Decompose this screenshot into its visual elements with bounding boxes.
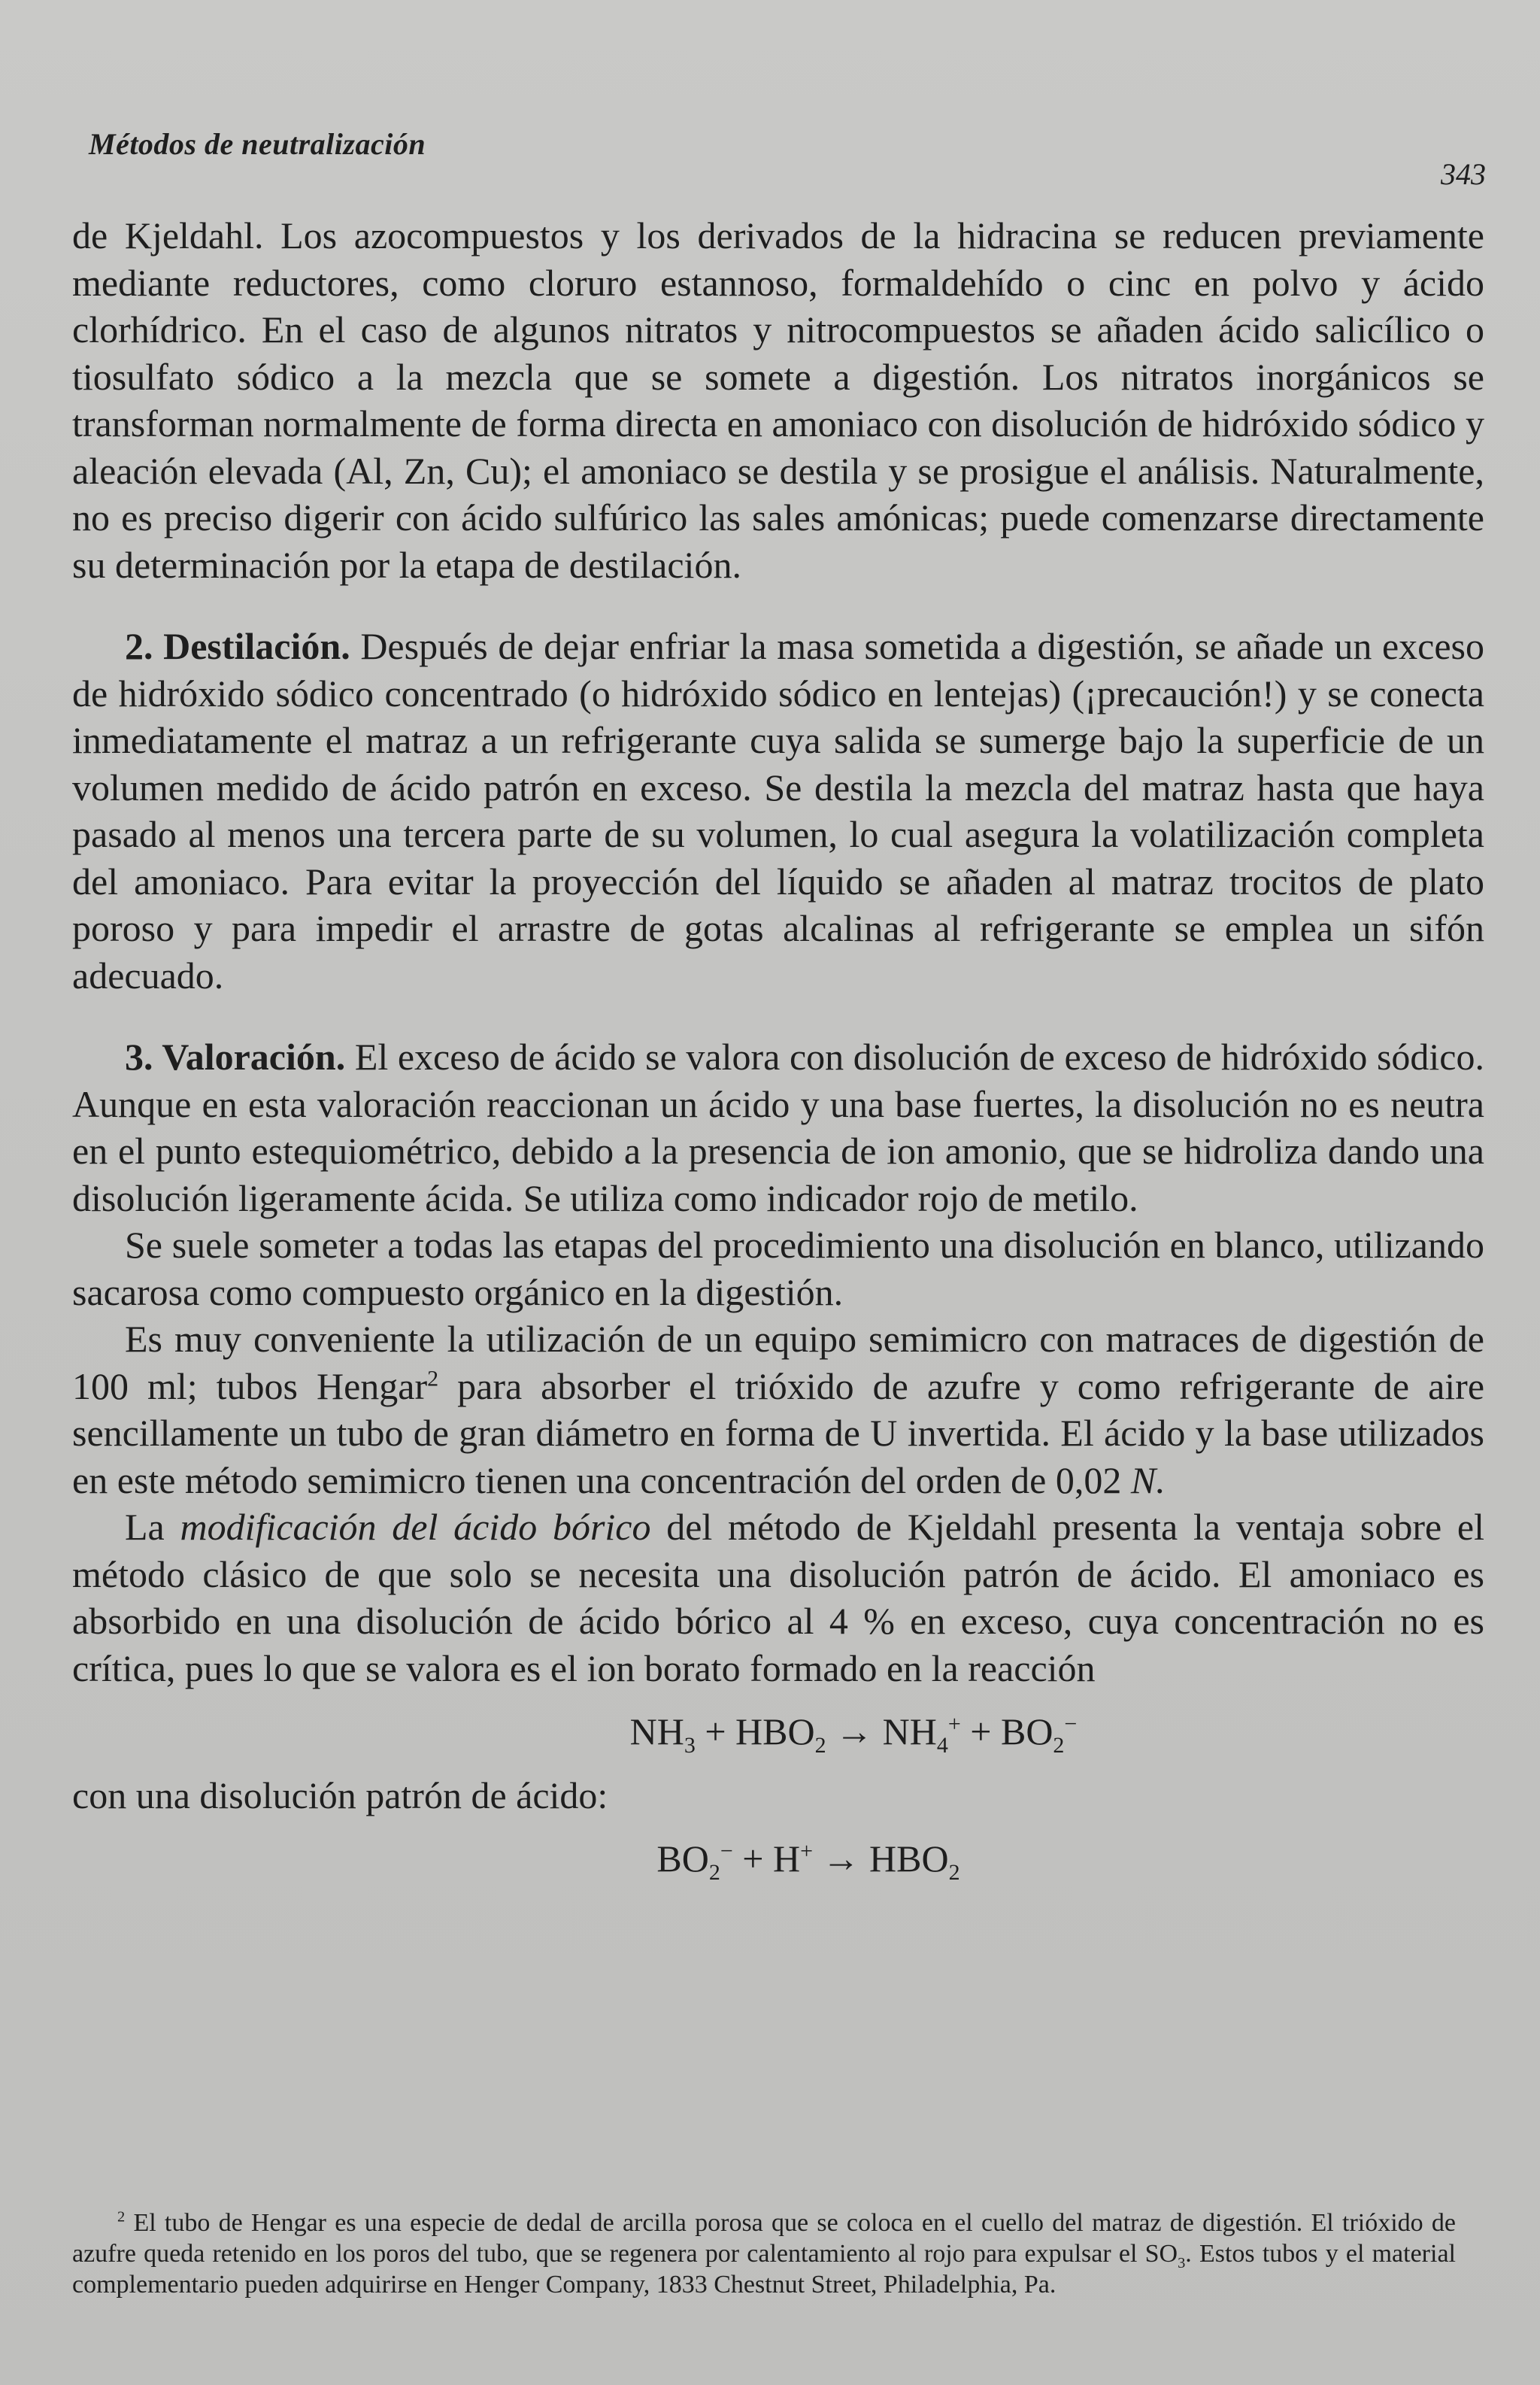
eq-subscript: 2	[1053, 1733, 1065, 1758]
eq-term: BO	[656, 1837, 709, 1880]
eq-term: → HBO	[813, 1837, 949, 1880]
eq-charge: +	[947, 1711, 961, 1737]
body-text	[72, 212, 1484, 1899]
footnote-text	[72, 2207, 1456, 2300]
equation-borate-titration	[72, 1835, 1484, 1883]
eq-charge: −	[720, 1838, 733, 1864]
footnote	[72, 2207, 1456, 2300]
section-heading-destilacion: 2. Destilación.	[125, 625, 350, 667]
normality-unit: N.	[1130, 1458, 1166, 1501]
paragraph-patron: con una disolución patrón de ácido:	[72, 1774, 608, 1816]
text-run: La	[125, 1506, 180, 1548]
paragraph-acido-borico	[72, 1504, 1484, 1692]
eq-term: + H	[732, 1837, 801, 1880]
running-title: Métodos de neutralización	[89, 127, 426, 161]
eq-charge: +	[800, 1838, 814, 1864]
paragraph-valoracion	[72, 1033, 1484, 1221]
eq-subscript: 2	[948, 1860, 960, 1885]
eq-subscript: 2	[708, 1860, 720, 1885]
paragraph-blanco: Se suele someter a todas las etapas del procedimiento una disolución en blanco, utilizando sacarosa como compuesto orgánico en la digestión.	[72, 1224, 1484, 1313]
eq-subscript: 2	[814, 1733, 826, 1758]
text-run: . Estos tubos y el material complementario pueden adquirirse en Henger Company, 1833 Chestnut Street, Philadelphia, Pa.	[72, 2240, 1456, 2299]
chem-subscript: 3	[1178, 2254, 1186, 2271]
eq-subscript: 3	[684, 1733, 696, 1758]
paragraph-destilacion	[72, 623, 1484, 999]
footnote-marker: 2	[117, 2208, 126, 2226]
paragraph-text: El exceso de ácido se valora con disolución de exceso de hidróxido sódico. Aunque en esta valoración reaccionan un ácido y una base fuertes, la disolución no es neutra en el punto estequiométrico, debido a la presencia de ion amonio, que se hidroliza dando una disolución ligeramente ácida. Se utiliza como indicador rojo de metilo.	[72, 1036, 1484, 1219]
eq-term: → NH	[826, 1710, 937, 1752]
paragraph-text: Después de dejar enfriar la masa sometida a digestión, se añade un exceso de hidróxido sódico concentrado (o hidróxido sódico en lentejas) (¡precaución!) y se conecta inmediatamente el matraz a un refrigerante cuya salida se sumerge bajo la superficie de un volumen medido de ácido patrón en exceso. Se destila la mezcla del matraz hasta que haya pasado al menos una tercera parte de su volumen, lo cual asegura la volatilización completa del amoniaco. Para evitar la proyección del líquido se añaden al matraz trocitos de plato poroso y para impedir el arrastre de gotas alcalinas al refrigerante se emplea un sifón adecuado.	[72, 625, 1484, 997]
paragraph-kjeldahl-continuation: de Kjeldahl. Los azocompuestos y los derivados de la hidracina se reducen previamente mediante reductores, como cloruro estannoso, formaldehído o cinc en polvo y ácido clorhídrico. En el caso de algunos nitratos y nitrocompuestos se añaden ácido salicílico o tiosulfato sódico a la mezcla que se somete a digestión. Los nitratos inorgánicos se transforman normalmente de forma directa en amoniaco con disolución de hidróxido sódico y aleación elevada (Al, Zn, Cu); el amoniaco se destila y se prosigue el análisis. Naturalmente, no es preciso digerir con ácido sulfúrico las sales amónicas; puede comenzarse directamente su determinación por la etapa de destilación.	[72, 214, 1484, 586]
equation-ammonia-boric	[72, 1708, 1484, 1758]
eq-charge: −	[1064, 1711, 1078, 1737]
text-run: del método de Kjeldahl presenta la ventaja sobre el método clásico de que solo se necesita una disolución patrón de ácido. El amoniaco es absorbido en una disolución de ácido bórico al 4 % en exceso, cuya concentración no es crítica, pues lo que se valora es el ion borato formado en la reacción	[72, 1506, 1484, 1689]
text-run: para absorber el trióxido de azufre y como refrigerante de aire sencillamente un tubo de gran diámetro en forma de U invertida. El ácido y la base utilizados en este método semimicro tienen una concentración del orden de 0,02	[72, 1364, 1485, 1501]
eq-subscript: 4	[936, 1733, 948, 1758]
page-number: 343	[1441, 157, 1486, 191]
section-heading-valoracion: 3. Valoración.	[125, 1036, 346, 1078]
eq-term: + BO	[960, 1710, 1053, 1752]
footnote-reference: 2	[427, 1365, 439, 1391]
eq-term: + HBO	[695, 1710, 815, 1752]
paragraph-semimicro	[72, 1315, 1484, 1504]
text-run: El tubo de Hengar es una especie de dedal de arcilla porosa que se coloca en el cuello del matraz de digestión. El trióxido de azufre queda retenido en los poros del tubo, que se regenera por calentamiento al rojo para expulsar el SO	[72, 2209, 1456, 2268]
eq-term: NH	[629, 1710, 684, 1752]
italic-term: modificación del ácido bórico	[180, 1506, 651, 1548]
text-run: Es muy conveniente la utilización de un equipo semimicro con matraces de digestión de 100 ml; tubos Hengar	[72, 1318, 1484, 1407]
